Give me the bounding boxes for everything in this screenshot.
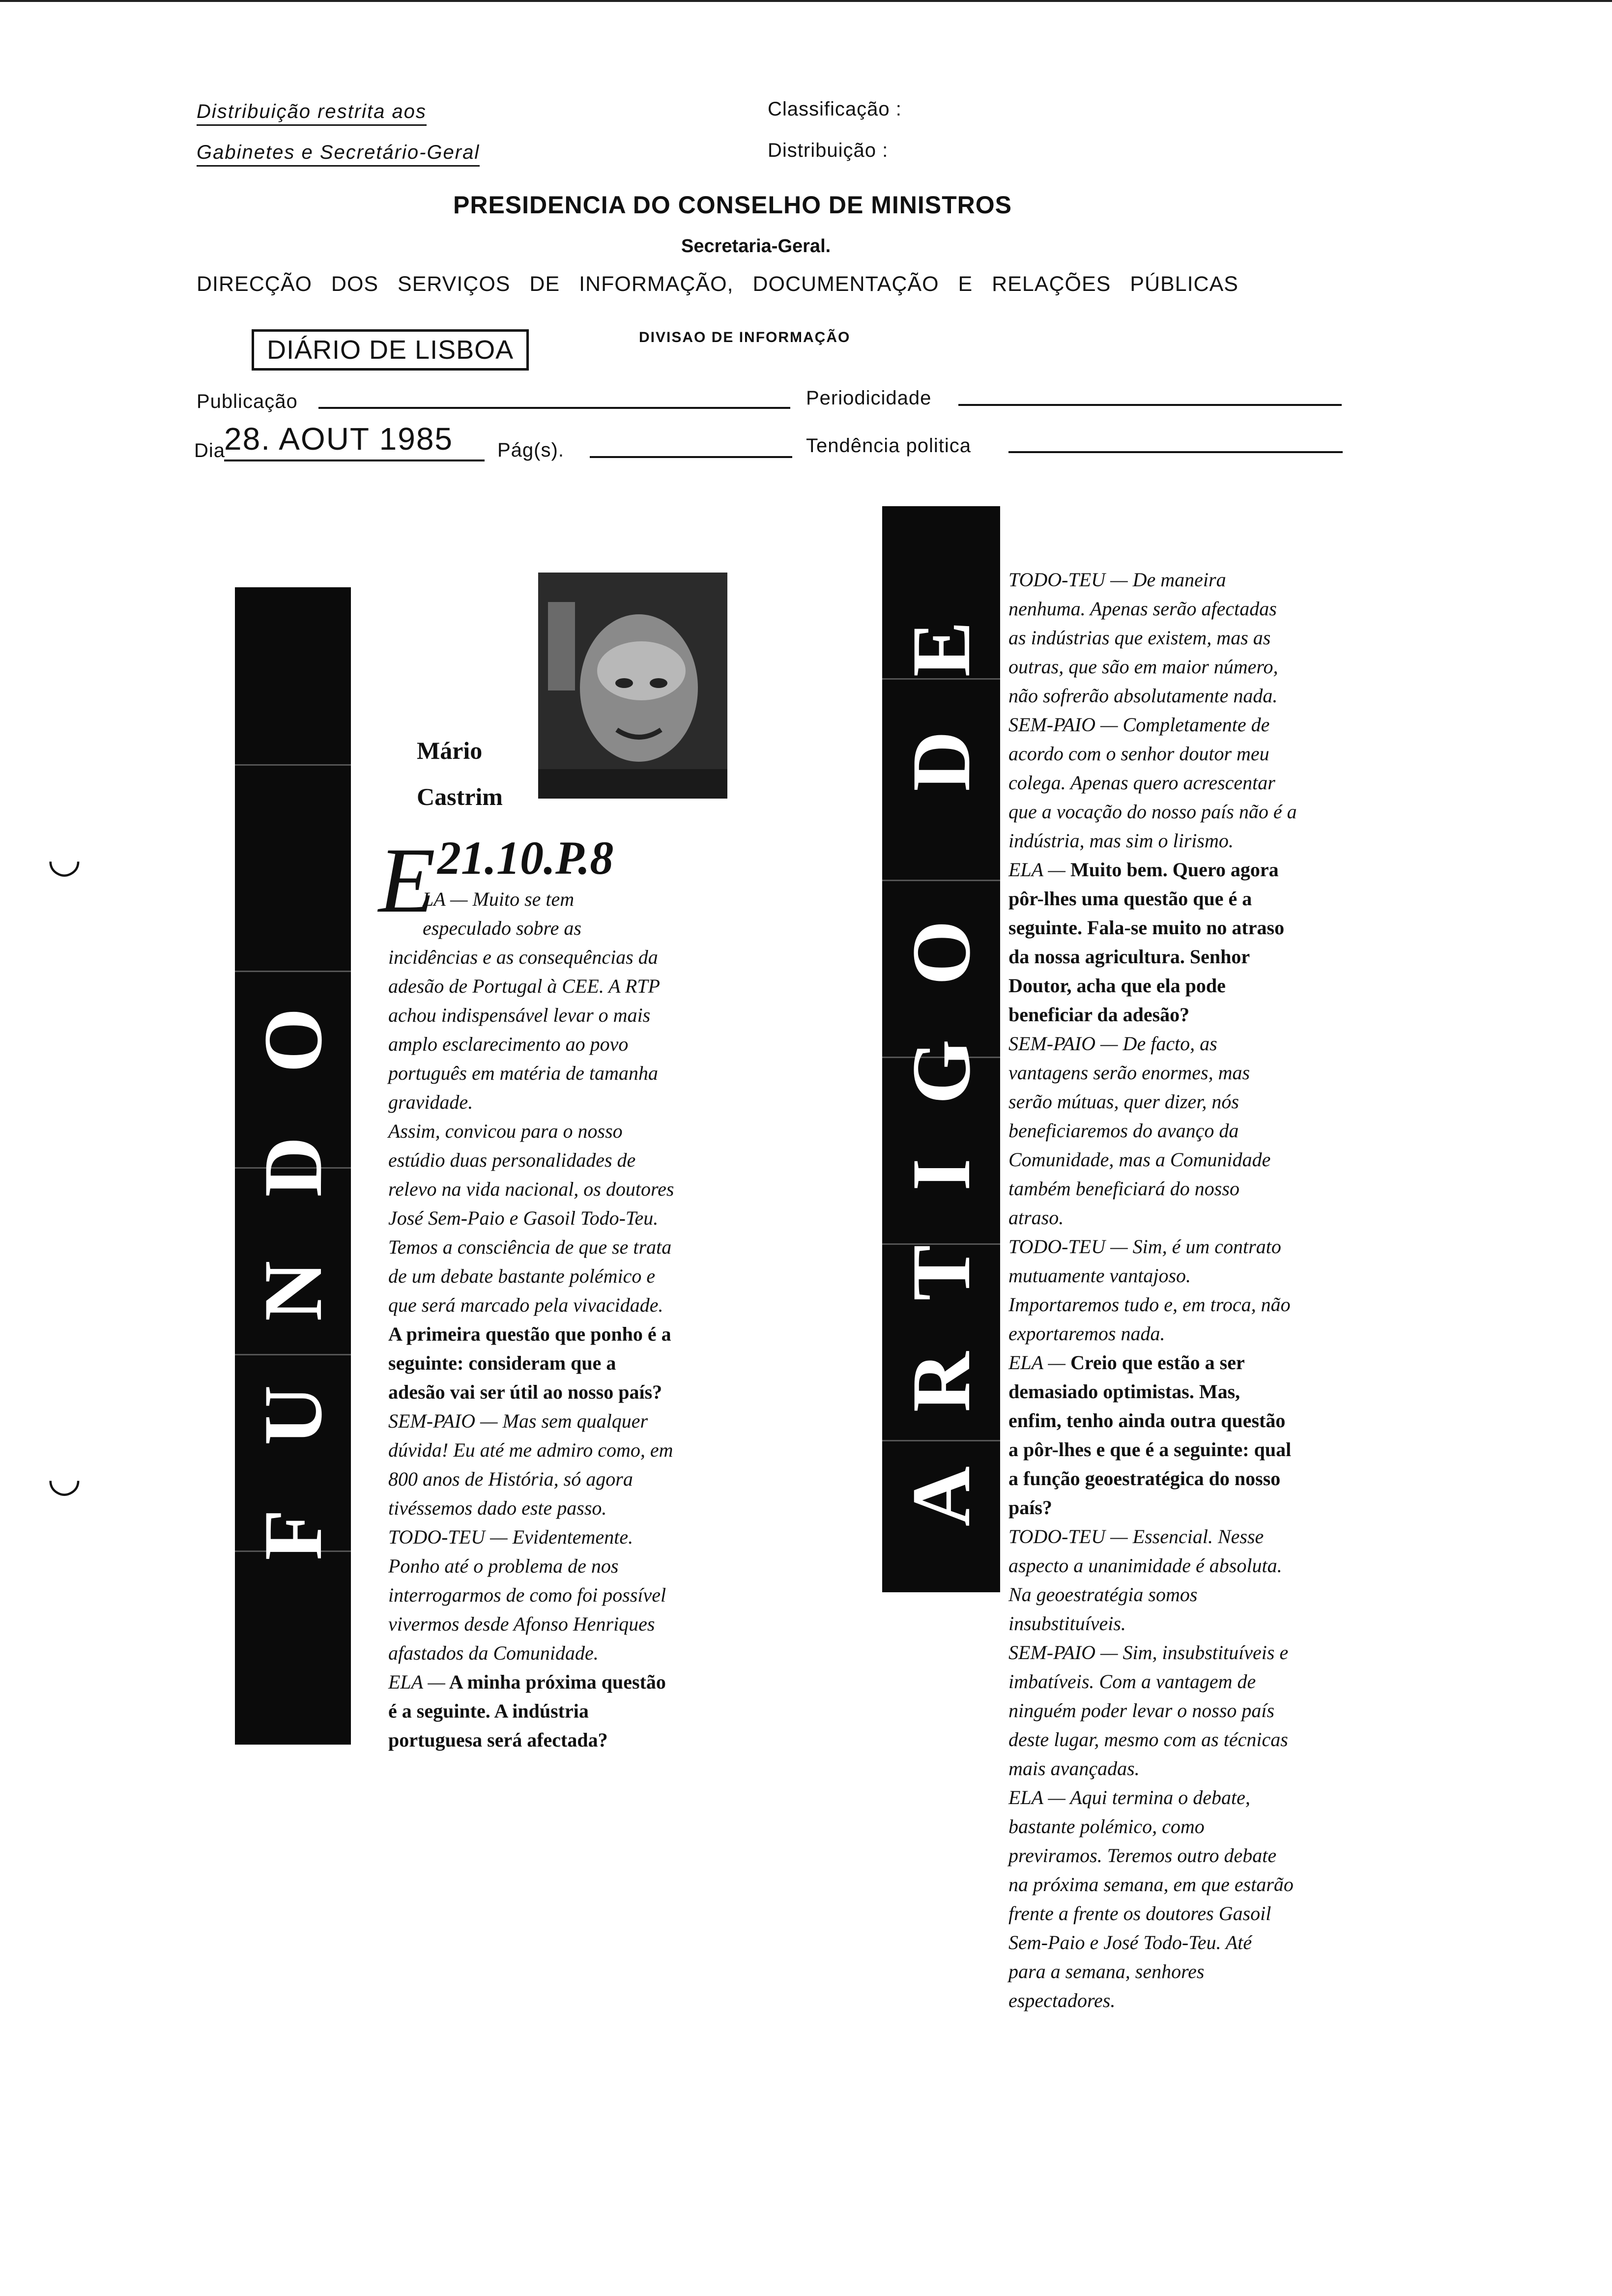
text-line: também beneficiará do nosso — [1008, 1177, 1239, 1200]
text-line: país? — [1008, 1496, 1052, 1519]
text-line: TODO-TEU — Evidentemente. — [388, 1526, 633, 1548]
text-line: A minha próxima questão — [445, 1671, 666, 1693]
handwritten-annotation: 21.10.P.8 — [437, 832, 614, 884]
text-line: ELA — Aqui termina o debate, — [1008, 1786, 1250, 1808]
text-line: beneficiar da adesão? — [1008, 1004, 1190, 1026]
text-line: na próxima semana, em que estarão — [1008, 1873, 1294, 1895]
text-line: Temos a consciência de que se trata — [388, 1236, 672, 1258]
text-line: beneficiaremos do avanço da — [1008, 1119, 1239, 1142]
text-line: LA — Muito se tem — [423, 888, 575, 910]
text-line: colega. Apenas quero acrescentar — [1008, 772, 1275, 794]
text-line: adesão de Portugal à CEE. A RTP — [388, 975, 660, 997]
text-line: a função geoestratégica do nosso — [1008, 1467, 1281, 1490]
restricted-distribution-line2: Gabinetes e Secretário-Geral — [197, 142, 480, 164]
text-line: as indústrias que existem, mas as — [1008, 627, 1271, 649]
text-line: outras, que são em maior número, — [1008, 656, 1278, 678]
band-stripe — [235, 764, 351, 766]
text-line: interrogarmos de como foi possível — [388, 1584, 666, 1606]
punch-hole-mark: ◡ — [47, 836, 82, 880]
top-border-line — [0, 0, 1612, 2]
band-artigo-de — [882, 506, 1000, 1592]
date-stamp: 28. AOUT 1985 — [224, 421, 453, 457]
question-4-text — [1008, 1351, 1291, 1519]
text-line: Ponho até o problema de nos — [388, 1555, 619, 1577]
text-line: mais avançadas. — [1008, 1757, 1140, 1779]
text-line: gravidade. — [388, 1091, 473, 1113]
right-block-3 — [1008, 1522, 1416, 2015]
text-line: SEM-PAIO — Sim, insubstituíveis e — [1008, 1641, 1289, 1664]
text-line: que será marcado pela vivacidade. — [388, 1294, 663, 1316]
left-question-2 — [388, 1667, 781, 1754]
text-line: 800 anos de História, só agora — [388, 1468, 633, 1490]
date-line — [224, 459, 485, 461]
text-line: português em matéria de tamanha — [388, 1062, 658, 1084]
text-line: de um debate bastante polémico e — [388, 1265, 656, 1287]
text-line: espectadores. — [1008, 1989, 1116, 2011]
text-line: A primeira questão que ponho é a — [388, 1323, 671, 1345]
text-line: insubstituíveis. — [1008, 1612, 1126, 1635]
text-line: mutuamente vantajoso. — [1008, 1264, 1191, 1287]
text-line: demasiado optimistas. Mas, — [1008, 1380, 1240, 1403]
text-line: seguinte. Fala-se muito no atraso — [1008, 917, 1285, 939]
text-line: frente a frente os doutores Gasoil — [1008, 1902, 1271, 1924]
right-column — [1008, 565, 1416, 2015]
text-line: Muito bem. Quero agora — [1065, 859, 1279, 881]
text-line: amplo esclarecimento ao povo — [388, 1033, 629, 1055]
text-line: para a semana, senhores — [1008, 1960, 1205, 1982]
text-line: José Sem-Paio e Gasoil Todo-Teu. — [388, 1207, 659, 1229]
author-photo — [538, 573, 727, 799]
text-line: ninguém poder levar o nosso país — [1008, 1699, 1275, 1722]
text-line: serão mútuas, quer dizer, nós — [1008, 1091, 1239, 1113]
periodicidade-line — [958, 404, 1342, 406]
text-line: vivermos desde Afonso Henriques — [388, 1613, 655, 1635]
text-line: não sofrerão absolutamente nada. — [1008, 685, 1278, 707]
question-speaker: ELA — — [1008, 859, 1065, 881]
text-line: incidências e as consequências da — [388, 946, 658, 968]
text-line: Creio que estão a ser — [1065, 1351, 1245, 1374]
text-line: vantagens serão enormes, mas — [1008, 1062, 1250, 1084]
question-3-text — [1008, 859, 1284, 1026]
left-answers-1 — [388, 1406, 781, 1667]
drop-cap: E — [378, 829, 436, 932]
text-line: dúvida! Eu até me admiro como, em — [388, 1439, 673, 1461]
author-last-name: Castrim — [417, 783, 503, 810]
text-line: atraso. — [1008, 1206, 1064, 1229]
text-line: tivéssemos dado este passo. — [388, 1497, 607, 1519]
department-line: DIRECÇÃO DOS SERVIÇOS DE INFORMAÇÃO, DOCUMENTAÇÃO E RELAÇÕES PÚBLICAS — [197, 272, 1238, 296]
newspaper-stamp: DIÁRIO DE LISBOA — [252, 329, 529, 371]
text-line: é a seguinte. A indústria — [388, 1700, 589, 1722]
text-line: nenhuma. Apenas serão afectadas — [1008, 598, 1277, 620]
text-line: SEM-PAIO — De facto, as — [1008, 1033, 1217, 1055]
text-line: TODO-TEU — Sim, é um contrato — [1008, 1235, 1281, 1258]
text-line: SEM-PAIO — Mas sem qualquer — [388, 1410, 648, 1432]
text-line: Assim, convicou para o nosso — [388, 1120, 623, 1142]
band-artigo-de-text: ARTIGO DE — [895, 567, 987, 1527]
author-photo-image — [538, 573, 727, 799]
classificacao-label: Classificação : — [768, 98, 902, 120]
text-line: Sem-Paio e José Todo-Teu. Até — [1008, 1931, 1252, 1953]
text-line: Doutor, acha que ela pode — [1008, 975, 1226, 997]
text-line: achou indispensável levar o mais — [388, 1004, 651, 1026]
tendencia-line — [1008, 451, 1343, 453]
text-line: afastados da Comunidade. — [388, 1642, 599, 1664]
question-speaker: ELA — — [1008, 1351, 1065, 1374]
text-line: portuguesa será afectada? — [388, 1729, 608, 1751]
text-line: TODO-TEU — De maneira — [1008, 569, 1226, 591]
text-line: pôr-lhes uma questão que é a — [1008, 888, 1252, 910]
text-line: imbatíveis. Com a vantagem de — [1008, 1670, 1256, 1693]
author-first-name: Mário — [417, 737, 483, 764]
text-line: da nossa agricultura. Senhor — [1008, 946, 1250, 968]
dia-label: Dia — [194, 440, 226, 461]
text-line: estúdio duas personalidades de — [388, 1149, 636, 1171]
text-line: aspecto a unanimidade é absoluta. — [1008, 1554, 1282, 1577]
division-label: DIVISAO DE INFORMAÇÃO — [639, 329, 851, 345]
band-fundo — [235, 587, 351, 1745]
restricted-distribution-line1: Distribuição restrita aos — [197, 101, 427, 123]
text-line: especulado sobre as — [423, 917, 581, 939]
text-line: Na geoestratégia somos — [1008, 1583, 1198, 1606]
right-block-2 — [1008, 1029, 1416, 1348]
question-speaker: ELA — — [388, 1671, 445, 1693]
text-line: a pôr-lhes e que é a seguinte: qual — [1008, 1438, 1292, 1461]
document-subtitle: Secretaria-Geral. — [681, 236, 831, 257]
text-line: deste lugar, mesmo com as técnicas — [1008, 1728, 1288, 1751]
pags-label: Pág(s). — [497, 439, 564, 461]
text-line: acordo com o senhor doutor meu — [1008, 743, 1269, 765]
text-line: Comunidade, mas a Comunidade — [1008, 1148, 1271, 1171]
left-column — [388, 885, 781, 1754]
text-line: bastante polémico, como — [1008, 1815, 1205, 1837]
text-line: seguinte: consideram que a — [388, 1352, 616, 1374]
tendencia-label: Tendência politica — [806, 435, 971, 457]
text-line: indústria, mas sim o lirismo. — [1008, 830, 1234, 852]
left-intro — [388, 885, 781, 1320]
text-line: Importaremos tudo e, em troca, não — [1008, 1293, 1291, 1316]
text-line: enfim, tenho ainda outra questão — [1008, 1409, 1286, 1432]
right-question-3 — [1008, 855, 1416, 1029]
right-question-4 — [1008, 1348, 1416, 1522]
text-line: exportaremos nada. — [1008, 1322, 1165, 1345]
left-question-1 — [388, 1320, 781, 1406]
band-fundo-text: FUNDO — [247, 944, 339, 1560]
publicacao-label: Publicação — [197, 391, 298, 412]
distribuicao-label: Distribuição : — [768, 140, 889, 161]
publicacao-line — [318, 407, 790, 409]
text-line: TODO-TEU — Essencial. Nesse — [1008, 1525, 1264, 1548]
text-line: relevo na vida nacional, os doutores — [388, 1178, 674, 1200]
text-line: previramos. Teremos outro debate — [1008, 1844, 1277, 1866]
punch-hole-mark: ◡ — [47, 1456, 82, 1499]
text-line: SEM-PAIO — Completamente de — [1008, 714, 1270, 736]
periodicidade-label: Periodicidade — [806, 387, 932, 409]
document-title: PRESIDENCIA DO CONSELHO DE MINISTROS — [453, 191, 1012, 219]
pags-line — [590, 456, 792, 458]
text-line: que a vocação do nosso país não é a — [1008, 801, 1297, 823]
right-block-1 — [1008, 565, 1416, 855]
text-line: adesão vai ser útil ao nosso país? — [388, 1381, 662, 1403]
